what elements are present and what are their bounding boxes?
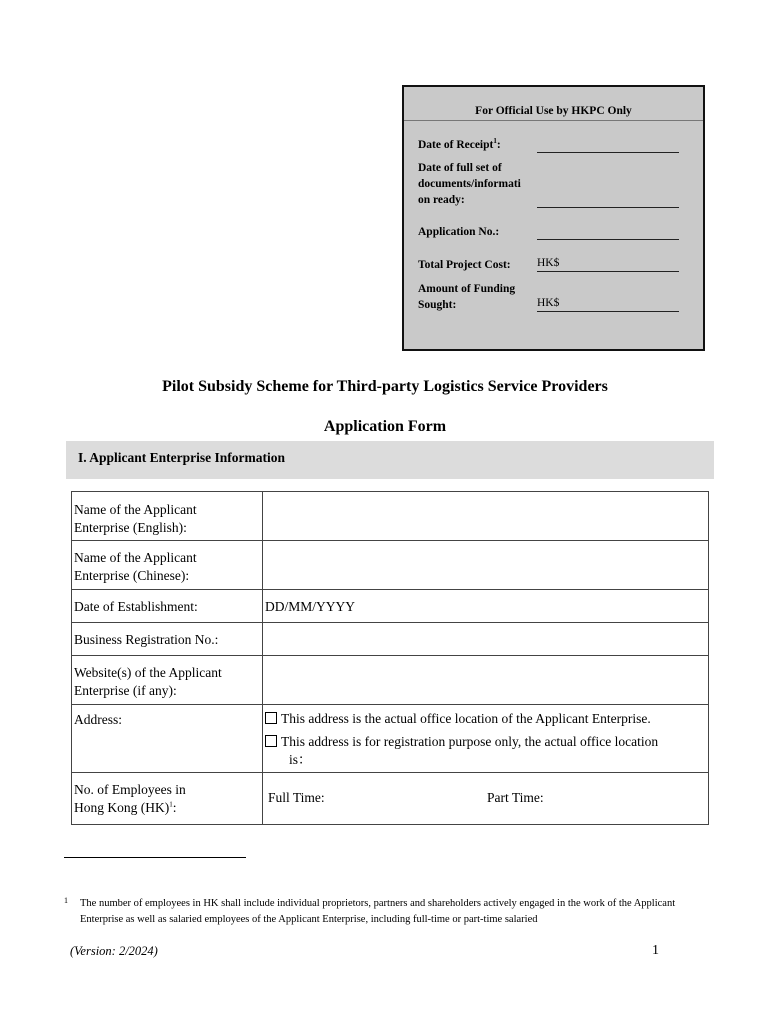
date-of-receipt-text: Date of Receipt <box>418 139 494 151</box>
footnote-text: The number of employees in HK shall include individual proprietors, partners and shareholders actively engaged in the work of the Applicant Enterprise as well as salaried employees of the Applicant Enterprise, including full-time or part-time salaried <box>80 898 676 925</box>
funding-label-line2: Sought: <box>418 299 457 311</box>
funding-label <box>418 281 515 313</box>
funding-currency: HK$ <box>537 297 560 309</box>
employees-field <box>263 773 709 825</box>
section-label: I. Applicant Enterprise Information <box>78 450 286 465</box>
full-set-field[interactable] <box>537 193 679 208</box>
section-header <box>66 441 714 479</box>
checkbox-icon[interactable] <box>265 712 277 724</box>
address-label: Address: <box>72 705 263 773</box>
name-en-label-line2: Enterprise (English): <box>74 520 187 535</box>
page-title: Pilot Subsidy Scheme for Third-party Logistics Service Providers <box>162 378 608 395</box>
employees-label-text: Hong Kong (HK) <box>74 800 170 815</box>
employees-label <box>72 773 263 825</box>
table-row <box>72 590 709 623</box>
employees-label-line2 <box>74 799 260 817</box>
date-est-label: Date of Establishment: <box>72 590 263 623</box>
checkbox-icon[interactable] <box>265 735 277 747</box>
address-option-actual-text: This address is the actual office location of the Applicant Enterprise. <box>281 711 651 726</box>
applicant-info-table <box>71 491 709 825</box>
official-title-divider <box>404 120 703 121</box>
total-cost-label: Total Project Cost: <box>418 259 511 271</box>
name-cn-field[interactable] <box>263 541 709 590</box>
address-actual-location-label: is： <box>289 752 312 767</box>
full-set-label <box>418 160 521 208</box>
full-set-label-line1: Date of full set of <box>418 162 502 174</box>
table-row <box>72 492 709 541</box>
address-option-registration-text: This address is for registration purpose only, the actual office location <box>281 734 659 749</box>
footnote-ref: 1 <box>169 800 173 809</box>
website-label-line2: Enterprise (if any): <box>74 683 177 698</box>
footnote-divider <box>64 857 246 858</box>
website-field[interactable] <box>263 656 709 705</box>
name-cn-label <box>72 541 263 590</box>
table-row <box>72 623 709 656</box>
colon: : <box>172 800 177 815</box>
footnote-mark: 1 <box>64 896 68 905</box>
total-cost-field[interactable] <box>537 257 679 272</box>
name-en-label-line1: Name of the Applicant <box>74 502 197 517</box>
name-en-label <box>72 492 263 541</box>
date-of-receipt-label <box>418 137 501 153</box>
date-est-value: DD/MM/YYYY <box>265 599 356 614</box>
table-row <box>72 541 709 590</box>
funding-label-line1: Amount of Funding <box>418 283 516 295</box>
full-set-label-line3: on ready: <box>418 194 465 206</box>
funding-field[interactable] <box>537 297 679 312</box>
application-no-field[interactable] <box>537 225 679 240</box>
table-row <box>72 656 709 705</box>
br-label: Business Registration No.: <box>72 623 263 656</box>
table-row <box>72 773 709 825</box>
address-option-registration[interactable] <box>265 733 708 751</box>
address-actual-location[interactable] <box>265 751 708 769</box>
website-label <box>72 656 263 705</box>
date-of-receipt-field[interactable] <box>537 138 679 153</box>
full-set-label-line2: documents/informati <box>418 178 521 190</box>
total-cost-currency: HK$ <box>537 257 560 269</box>
full-time-label: Full Time: <box>268 790 325 805</box>
name-en-field[interactable] <box>263 492 709 541</box>
name-cn-label-line2: Enterprise (Chinese): <box>74 568 190 583</box>
colon: : <box>496 139 501 151</box>
part-time-field[interactable] <box>487 790 544 805</box>
version-label: (Version: 2/2024) <box>70 944 158 958</box>
name-cn-label-line1: Name of the Applicant <box>74 550 197 565</box>
date-est-field[interactable] <box>263 590 709 623</box>
official-use-title: For Official Use by HKPC Only <box>475 105 632 117</box>
page-number: 1 <box>652 943 659 958</box>
part-time-label: Part Time: <box>487 790 544 805</box>
application-no-label: Application No.: <box>418 226 500 238</box>
table-row <box>72 705 709 773</box>
full-time-field[interactable] <box>268 789 487 807</box>
website-label-line1: Website(s) of the Applicant <box>74 665 222 680</box>
address-option-actual[interactable] <box>265 710 708 728</box>
page-subtitle: Application Form <box>323 418 447 435</box>
footnote-ref: 1 <box>493 137 497 146</box>
address-field <box>263 705 709 773</box>
employees-label-line1: No. of Employees in <box>74 782 186 797</box>
official-use-box <box>402 85 705 351</box>
footnote <box>64 896 714 928</box>
br-field[interactable] <box>263 623 709 656</box>
